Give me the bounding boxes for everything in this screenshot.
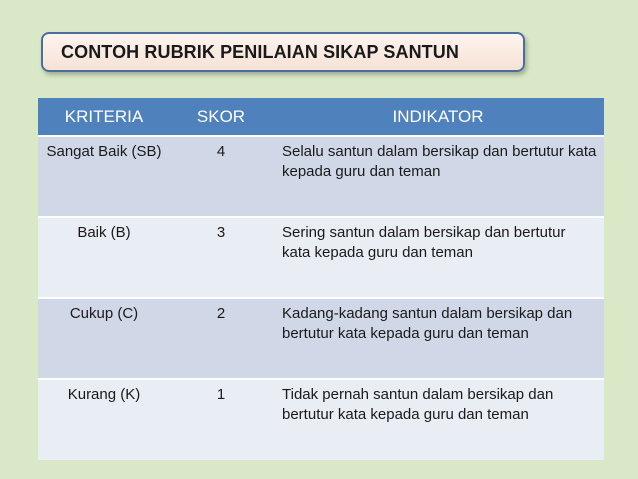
header-indikator: INDIKATOR <box>272 98 604 136</box>
table-row <box>38 379 604 460</box>
cell-indikator: Kadang-kadang santun dalam bersikap dan bertutur kata kepada guru dan teman <box>272 298 604 379</box>
cell-indikator: Selalu santun dalam bersikap dan bertutur kata kepada guru dan teman <box>272 136 604 217</box>
cell-kriteria: Kurang (K) <box>38 379 170 460</box>
page-title: CONTOH RUBRIK PENILAIAN SIKAP SANTUN <box>61 41 459 62</box>
cell-kriteria: Cukup (C) <box>38 298 170 379</box>
cell-kriteria: Baik (B) <box>38 217 170 298</box>
header-skor: SKOR <box>170 98 272 136</box>
table-row <box>38 298 604 379</box>
cell-indikator: Sering santun dalam bersikap dan bertutur kata kepada guru dan teman <box>272 217 604 298</box>
cell-skor: 4 <box>170 136 272 217</box>
cell-kriteria: Sangat Baik (SB) <box>38 136 170 217</box>
table-header-row <box>38 98 604 136</box>
cell-skor: 3 <box>170 217 272 298</box>
cell-skor: 2 <box>170 298 272 379</box>
title-box <box>41 32 525 72</box>
cell-indikator: Tidak pernah santun dalam bersikap dan bertutur kata kepada guru dan teman <box>272 379 604 460</box>
header-kriteria: KRITERIA <box>38 98 170 136</box>
rubric-table <box>38 98 604 460</box>
table-row <box>38 217 604 298</box>
cell-skor: 1 <box>170 379 272 460</box>
table-row <box>38 136 604 217</box>
